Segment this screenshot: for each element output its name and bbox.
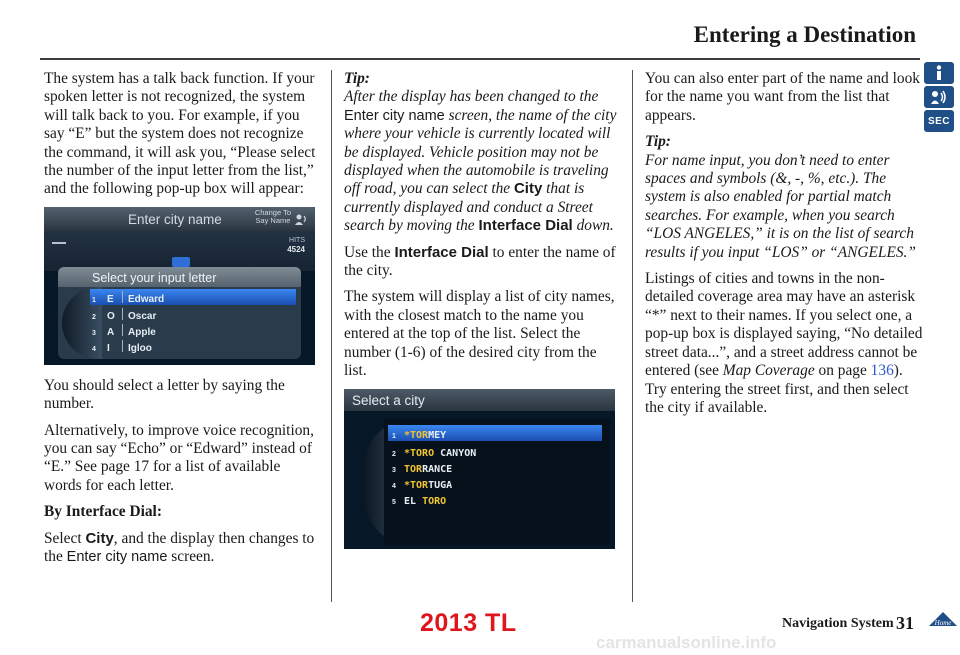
ui-term-interface-dial: Interface Dial (478, 217, 573, 235)
change-to-say-name (255, 209, 291, 225)
option-letter: A (107, 326, 115, 338)
hits-count: 4524 (287, 244, 305, 254)
city-match: *TOR (404, 429, 429, 441)
city-name (404, 493, 446, 511)
asterisk-paragraph (645, 270, 923, 417)
cursor-dash (52, 242, 66, 244)
city-suffix: RANCE (422, 463, 453, 475)
city-number: 4 (392, 482, 396, 490)
info-tab[interactable] (924, 62, 954, 84)
dial-indicator (172, 257, 190, 267)
select-letter-paragraph: You should select a letter by saying the number. (44, 376, 285, 413)
city-match: TORO (422, 495, 447, 507)
screen-title: Enter city name (128, 211, 222, 227)
option-separator (122, 291, 123, 303)
tip-text: For name input, you don’t need to enter spaces and symbols (&, -, %, etc.). The system is also enabled for partial match searches. For example, when you search “LOS ANGELES,” it is on the list of search results if you input “LOS” or “ANGELES.” (645, 151, 916, 261)
city-list-item[interactable] (388, 443, 602, 459)
city-match: TOR (404, 463, 423, 475)
city-match: *TOR (404, 479, 429, 491)
city-number: 5 (392, 498, 396, 506)
option-number: 2 (92, 313, 96, 321)
popup-title: Select your input letter (92, 270, 217, 285)
ui-term-enter-city-name: Enter city name (344, 107, 445, 124)
tip-label: Tip: (645, 133, 671, 151)
city-match: *TORO (404, 447, 435, 459)
alternative-paragraph: Alternatively, to improve voice recognition, you can say “Echo” or “Edward” instead of “E.” See page 17 for a list of available words for each letter. (44, 421, 314, 494)
home-label: Home (934, 619, 952, 627)
city-suffix: MEY (428, 429, 447, 441)
footer-section: Navigation System (782, 616, 894, 631)
home-icon[interactable] (928, 611, 958, 629)
text-span: Use the (344, 243, 395, 261)
city-list-item[interactable] (388, 475, 602, 491)
city-list-paragraph: The system will display a list of city names, with the closest match to the name you entered at the top of the list. Select the number (1-6) of the desired city from the list. (344, 288, 615, 380)
option-separator (122, 324, 123, 336)
sec-tab[interactable] (924, 110, 954, 132)
select-city-paragraph (44, 530, 320, 567)
text-span: down. (572, 217, 614, 235)
city-suffix: TUGA (428, 479, 453, 491)
page-number: 31 (896, 613, 914, 633)
ui-term-interface-dial: Interface Dial (394, 243, 489, 261)
page-136-link[interactable]: 136 (870, 362, 894, 380)
ui-term-city: City (513, 180, 543, 198)
voice-command-icon (295, 213, 307, 225)
change-to-label: Change To (254, 207, 291, 217)
tip-label: Tip: (344, 70, 370, 87)
screen-title: Select a city (352, 392, 425, 408)
text-span: ). Try entering the street first, and then select the city if available. (645, 362, 909, 416)
text-span: screen. (167, 548, 215, 566)
text-span: on page (814, 362, 871, 380)
option-letter: O (107, 310, 115, 322)
letter-option[interactable] (90, 289, 296, 305)
city-prefix: EL (404, 495, 423, 507)
map-coverage-ref: Map Coverage (722, 362, 815, 380)
ui-term-enter-city-name: Enter city name (66, 549, 168, 566)
tip-1 (344, 70, 620, 236)
column-divider-1 (331, 70, 332, 602)
city-suffix: CANYON (434, 447, 477, 459)
header-divider (40, 58, 920, 60)
option-number: 3 (92, 329, 96, 337)
say-name-label: Say Name (255, 215, 291, 225)
talk-back-paragraph: The system has a talk back function. If your spoken letter is not recognized, the system will talk back to you. For example, if you say “E” but the system does not recognize the command, it will ask you, “Please select the number of the input letter from the list,” and the following pop-up box will appear: (44, 70, 316, 198)
watermark: carmanualsonline.info (596, 633, 777, 652)
option-separator (122, 340, 123, 352)
option-word: Edward (128, 293, 165, 305)
text-span: Select (44, 529, 86, 547)
voice-tab[interactable] (924, 86, 954, 108)
letter-option[interactable] (90, 338, 296, 354)
option-word: Oscar (128, 310, 157, 322)
column-3 (645, 70, 923, 425)
text-span: to enter the name of the city. (344, 243, 616, 280)
column-2 (344, 70, 620, 561)
tip-2 (645, 133, 923, 262)
letter-option[interactable] (90, 322, 296, 338)
voice-icon (930, 89, 948, 105)
interface-dial-heading: By Interface Dial: (44, 503, 162, 521)
ui-term-city: City (85, 529, 114, 547)
use-dial-paragraph (344, 244, 620, 281)
enter-city-name-screenshot (44, 207, 315, 365)
city-number: 1 (392, 432, 396, 440)
city-number: 2 (392, 450, 396, 458)
page-title: Entering a Destination (693, 22, 916, 47)
option-number: 1 (92, 296, 96, 304)
column-divider-2 (632, 70, 633, 602)
city-list-item[interactable] (388, 491, 602, 507)
city-list-item[interactable] (388, 425, 602, 441)
option-letter: E (107, 293, 114, 305)
text-span: After the display has been changed to the (344, 88, 599, 106)
city-list-item[interactable] (388, 459, 602, 475)
option-letter: I (107, 342, 110, 354)
text-span: Listings of cities and towns in the non-detailed coverage area may have an asterisk “*” next to their names. If you select one, a pop-up box is displayed saying, “No detailed street data...”, and a street address cannot be entered (see (645, 270, 923, 380)
option-word: Apple (128, 326, 156, 338)
option-word: Igloo (128, 342, 152, 354)
letter-option[interactable] (90, 306, 296, 322)
text-span: that is currently displayed and conduct a Street search by moving the (344, 180, 593, 235)
city-number: 3 (392, 466, 396, 474)
column-1 (44, 70, 320, 575)
select-a-city-screenshot (344, 389, 615, 549)
text-span: , and the display then changes to the (44, 529, 315, 566)
option-separator (122, 308, 123, 320)
sec-label: SEC (927, 115, 951, 127)
model-label: 2013 TL (420, 609, 517, 637)
option-number: 4 (92, 345, 96, 353)
text-span: screen, the name of the city where your vehicle is currently located will be displayed. Vehicle position may not be displayed when the automobile is traveling off road, you can select the (344, 106, 617, 198)
info-icon (934, 65, 944, 81)
partial-name-paragraph: You can also enter part of the name and look for the name you want from the list that appears. (645, 70, 920, 124)
hits-label: HITS (289, 236, 305, 244)
